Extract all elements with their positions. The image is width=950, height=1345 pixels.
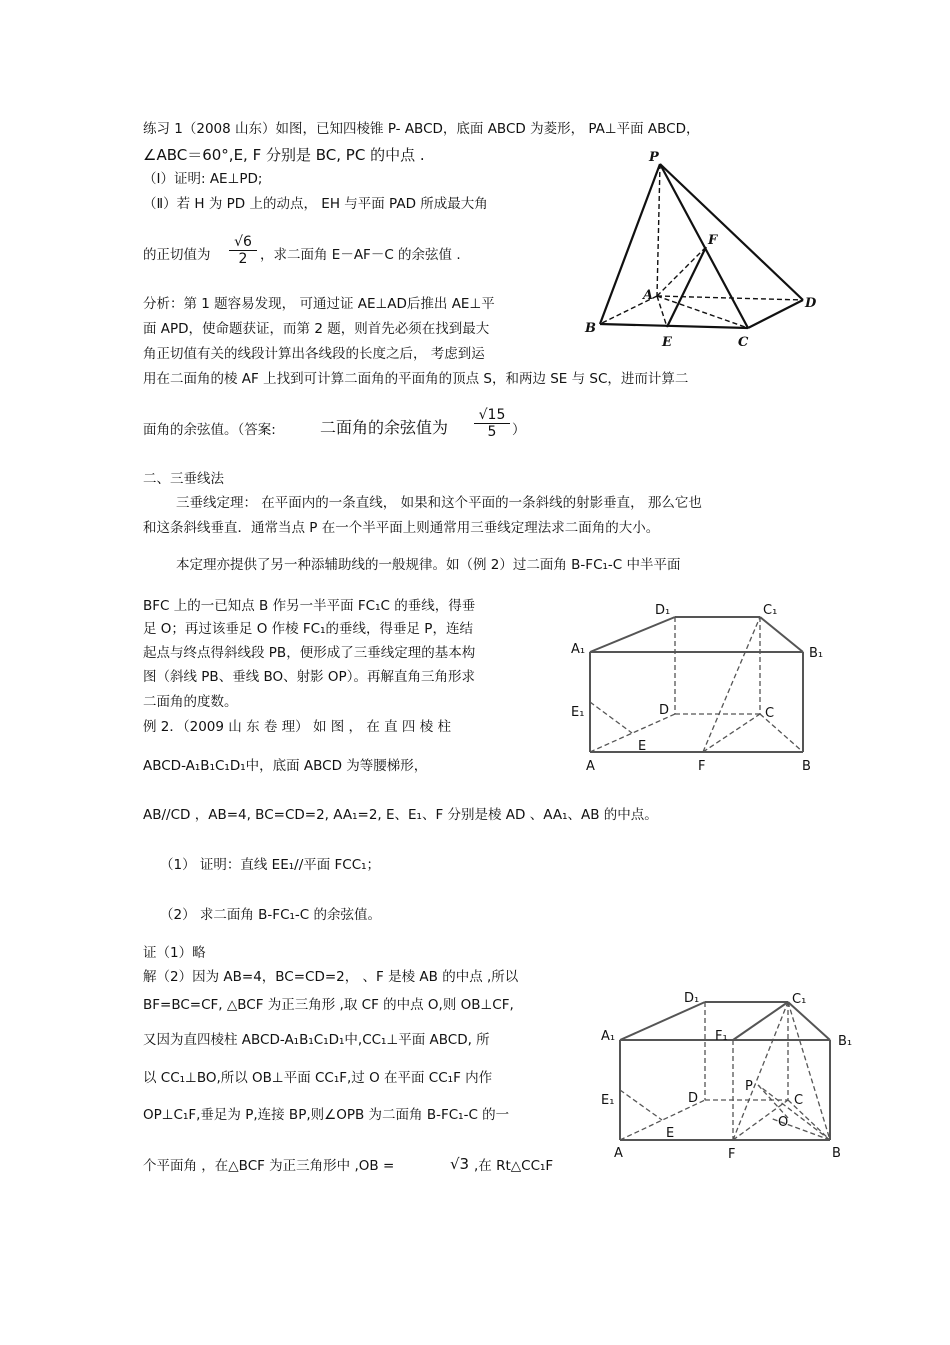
label-D: D [805,296,817,311]
fraction-denominator: 5 [487,424,497,440]
label-F: F [728,1147,736,1162]
ex2-solution-line4: 以 CC₁⊥BO,所以 OB⊥平面 CC₁F,过 O 在平面 CC₁F 内作 [143,1070,493,1086]
ex1-line1: 练习 1（2008 山东）如图，已知四棱锥 P- ABCD，底面 ABCD 为菱形， PA⊥平面 ABCD， [143,121,700,137]
section2-p2: 和这条斜线垂直．通常当点 P 在一个半平面上则通常用三垂线定理法求二面角的大小。 [143,520,660,536]
label-D1: D₁ [655,603,671,618]
section2-p7: 图（斜线 PB、垂线 BO、射影 OP）。再解直角三角形求 [143,669,475,685]
label-C: C [738,335,749,350]
label-C1: C₁ [763,603,778,618]
label-B1: B₁ [838,1034,853,1049]
ex2-line3: AB//CD ，AB=4, BC=CD=2, AA₁=2, E、E₁、F 分别是棱 AD 、AA₁、AB 的中点。 [143,807,658,823]
label-A1: A₁ [571,642,586,657]
label-E: E [638,739,647,754]
ex2-solution-line6a: 个平面角 ，在△BCF 为正三角形中 ,OB = [143,1158,395,1174]
label-A: A [614,1146,623,1161]
section2-title: 二、三垂线法 [143,471,224,487]
label-B: B [802,759,811,774]
ex1-line5a: 的正切值为 [143,247,211,263]
ex1-line7: 面 APD，使命题获证，而第 2 题，则首先必须在找到最大 [143,321,490,337]
label-O: O [778,1115,789,1130]
ex2-solution-line5: OP⊥C₁F,垂足为 P,连接 BP,则∠OPB 为二面角 B-FC₁-C 的一 [143,1107,510,1123]
label-E: E [662,335,672,350]
ex2-line2: ABCD-A₁B₁C₁D₁中，底面 ABCD 为等腰梯形， [143,758,428,774]
ex2-line1: 例 2．（2009 山 东 卷 理） 如 图 ， 在 直 四 棱 柱 [143,719,451,735]
label-D: D [688,1091,699,1106]
label-F: F [698,759,706,774]
section2-p3: 本定理亦提供了另一种添辅助线的一般规律。如（例 2）过二面角 B-FC₁-C 中半平面 [176,557,681,573]
ex2-solution-line1: 解（2）因为 AB=4，BC=CD=2， 、F 是棱 AB 的中点 ,所以 [143,969,519,985]
ex1-line10b: 二面角的余弦值为 [320,418,449,437]
ex2-solution-line2: BF=BC=CF, △BCF 为正三角形 ,取 CF 的中点 O,则 OB⊥CF, [143,997,514,1013]
ex1-line9: 用在二面角的棱 AF 上找到可计算二面角的平面角的顶点 S，和两边 SE 与 SC，进而计算二 [143,371,689,387]
section2-p5: 足 O；再过该垂足 O 作棱 FC₁的垂线，得垂足 P，连结 [143,621,473,637]
fraction-denominator: 2 [238,251,248,267]
label-D1: D₁ [684,991,700,1006]
section2-p8: 二面角的度数。 [143,694,238,710]
label-F1: F₁ [715,1029,728,1044]
section2-p1: 三垂线定理： 在平面内的一条直线， 如果和这个平面的一条斜线的射影垂直， 那么它也 [176,495,702,511]
label-A: A [586,759,595,774]
ex1-line8: 角正切值有关的线段计算出各线段的长度之后， 考虑到运 [143,346,485,362]
label-B1: B₁ [809,646,824,661]
label-E: E [666,1126,675,1141]
fraction-numerator: √15 [474,407,510,424]
label-A: A [643,288,654,303]
label-B: B [832,1146,841,1161]
section2-p6: 起点与终点得斜线段 PB，便形成了三垂线定理的基本构 [143,645,476,661]
label-D: D [659,703,670,718]
ex2-solution-line6b: ,在 Rt△CC₁F [474,1158,554,1174]
ex2-solution1: 证（1）略 [143,945,206,961]
label-A1: A₁ [601,1029,616,1044]
ex1-line6: 分析：第 1 题容易发现， 可通过证 AE⊥AD后推出 AE⊥平 [143,296,495,312]
label-E1: E₁ [571,705,585,720]
ex2-solution-line3: 又因为直四棱柱 ABCD-A₁B₁C₁D₁中,CC₁⊥平面 ABCD, 所 [143,1032,490,1048]
label-P: P [745,1079,753,1094]
ex1-line10a: 面角的余弦值。（答案: [143,422,276,438]
sqrt3: √3 [450,1155,470,1173]
ex1-line2: ∠ABC＝60°,E, F 分别是 BC, PC 的中点 . [143,146,425,164]
section2-p4: BFC 上的一已知点 B 作另一半平面 FC₁C 的垂线，得垂 [143,598,476,614]
label-F: F [708,233,718,248]
label-C1: C₁ [792,992,807,1007]
ex1-line10c: ） [512,422,526,438]
label-P: P [649,150,659,165]
ex1-line5b: ，求二面角 E－AF－C 的余弦值 . [260,247,461,263]
label-B: B [585,321,596,336]
ex2-question2: （2） 求二面角 B-FC₁-C 的余弦值。 [160,907,381,923]
label-C: C [765,706,775,721]
label-E1: E₁ [601,1093,615,1108]
ex1-line3: （Ⅰ）证明: AE⊥PD; [143,171,263,187]
label-C: C [794,1093,804,1108]
fraction-numerator: √6 [229,234,257,251]
ex2-question1: （1） 证明：直线 EE₁//平面 FCC₁； [160,857,381,873]
ex1-line4: （Ⅱ）若 H 为 PD 上的动点， EH 与平面 PAD 所成最大角 [143,196,488,212]
